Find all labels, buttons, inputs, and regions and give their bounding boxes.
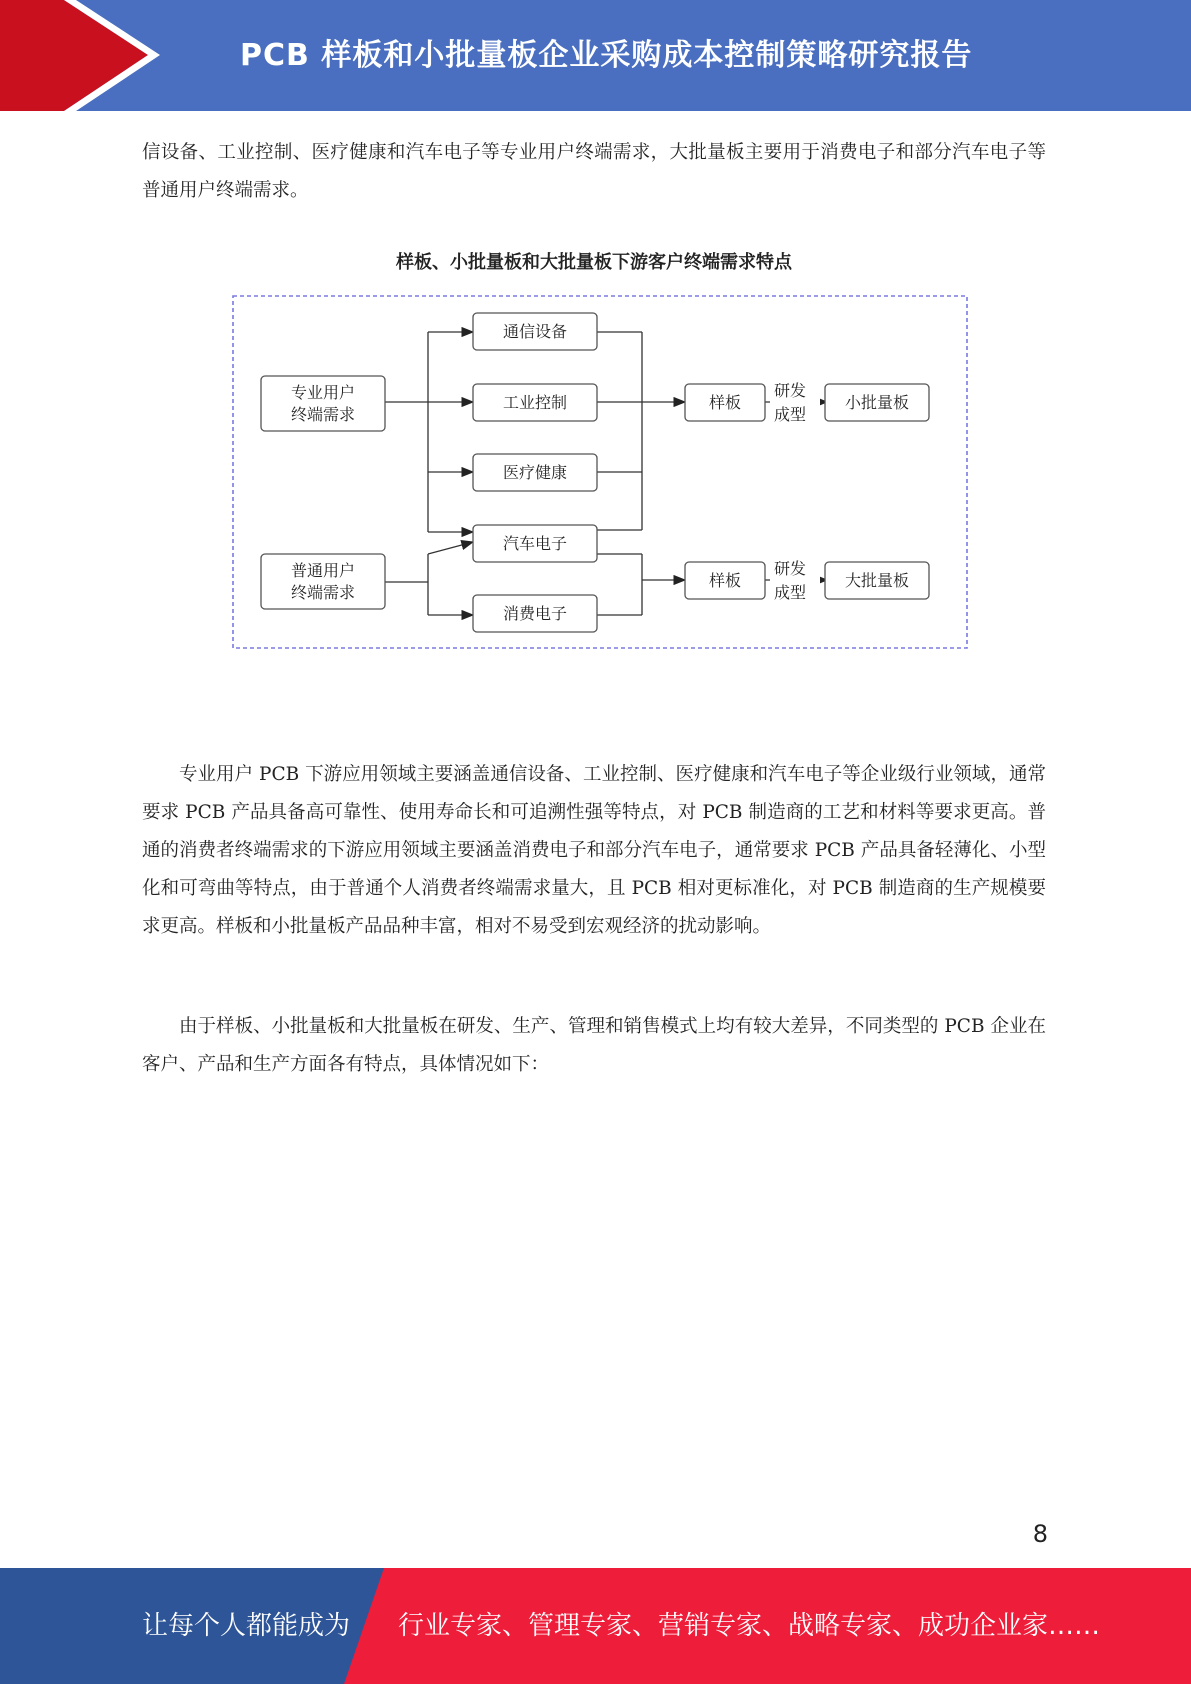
node-medical [473, 454, 597, 491]
svg-text:样板: 样板 [708, 393, 742, 412]
paragraph-differences: 由于样板、小批量板和大批量板在研发、生产、管理和销售模式上均有较大差异，不同类型的 PCB 企业在客户、产品和生产方面各有特点，具体情况如下： [142, 1016, 1046, 1075]
top-merge-connectors [597, 332, 685, 530]
svg-text:终端需求: 终端需求 [290, 405, 356, 424]
svg-text:样板: 样板 [708, 571, 742, 590]
rd-label-bottom-2: 成型 [773, 583, 807, 602]
page-header [0, 0, 1191, 111]
demand-flow-diagram [230, 292, 970, 652]
svg-text:通信设备: 通信设备 [502, 322, 568, 341]
svg-text:消费电子: 消费电子 [502, 604, 568, 623]
footer-slogan-left: 让每个人都能成为 [142, 1611, 351, 1641]
svg-text:终端需求: 终端需求 [290, 583, 356, 602]
footer-slogan-right: 行业专家、管理专家、营销专家、战略专家、成功企业家…… [398, 1611, 1101, 1641]
general-connectors [385, 542, 473, 615]
bottom-merge-connectors [597, 554, 685, 615]
professional-connectors [385, 332, 473, 532]
node-telecom [473, 313, 597, 350]
node-small-batch [825, 384, 929, 421]
paragraph-applications: 专业用户 PCB 下游应用领域主要涵盖通信设备、工业控制、医疗健康和汽车电子等企业级行业领域，通常要求 PCB 产品具备高可靠性、使用寿命长和可追溯性强等特点，对 PCB 制造商的工艺和材料等要求更高。普通的消费者终端需求的下游应用领域主要涵盖消费电子和部分汽车电子，通常要求 PCB 产品具备轻薄化、小型化和可弯曲等特点，由于普通个人消费者终端需求量大，且 PCB 相对更标准化，对 PCB 制造商的生产规模要求更高。样板和小批量板产品品种丰富，相对不易受到宏观经济的扰动影响。 [142, 764, 1046, 937]
svg-text:医疗健康: 医疗健康 [502, 463, 568, 482]
svg-text:专业用户: 专业用户 [290, 383, 356, 402]
node-consumer [473, 595, 597, 632]
node-general-demand [261, 554, 385, 609]
page-footer [0, 1568, 1191, 1684]
node-professional-demand [261, 376, 385, 431]
node-auto [473, 525, 597, 562]
report-title: PCB 样板和小批量板企业采购成本控制策略研究报告 [240, 38, 973, 73]
svg-text:小批量板: 小批量板 [844, 393, 910, 412]
svg-text:汽车电子: 汽车电子 [502, 534, 568, 553]
node-sample-bottom [685, 562, 765, 599]
node-industrial [473, 384, 597, 421]
rd-label-top-2: 成型 [773, 405, 807, 424]
svg-text:普通用户: 普通用户 [290, 561, 356, 580]
page-number: 8 [1032, 1520, 1048, 1548]
figure-title: 样板、小批量板和大批量板下游客户终端需求特点 [396, 252, 792, 273]
paragraph-intro: 信设备、工业控制、医疗健康和汽车电子等专业用户终端需求，大批量板主要用于消费电子和部分汽车电子等普通用户终端需求。 [142, 142, 1046, 201]
rd-label-top-1: 研发 [773, 381, 807, 400]
svg-text:大批量板: 大批量板 [844, 571, 910, 590]
node-large-batch [825, 562, 929, 599]
rd-label-bottom-1: 研发 [773, 559, 807, 578]
node-sample-top [685, 384, 765, 421]
svg-text:工业控制: 工业控制 [502, 393, 568, 412]
